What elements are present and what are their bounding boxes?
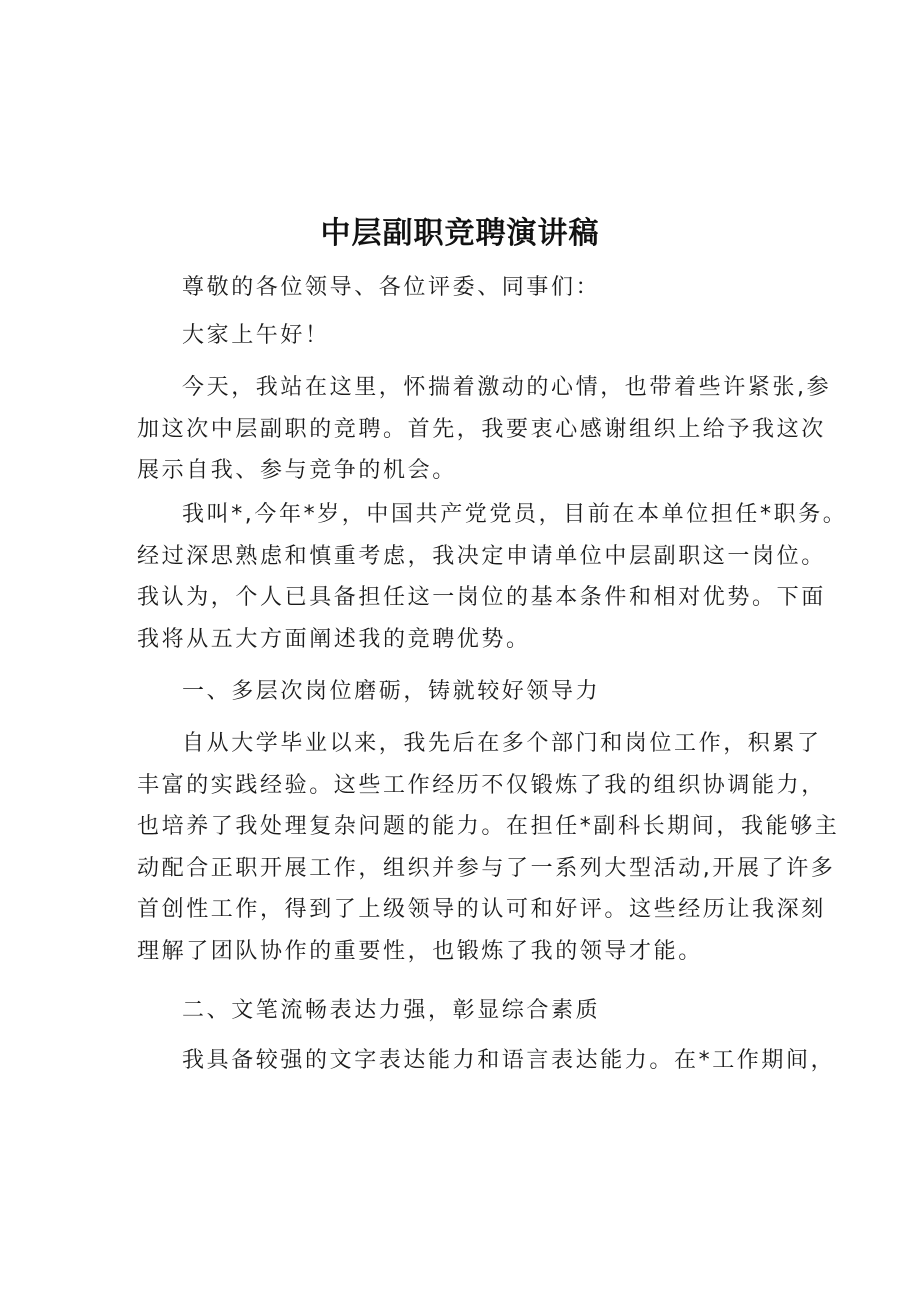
section-heading-1: 一、多层次岗位磨砺，铸就较好领导力 [182,679,601,704]
paragraph-line: 动配合正职开展工作，组织并参与了一系列大型活动,开展了许多 [137,855,836,881]
greeting: 大家上午好！ [182,323,330,348]
paragraph-line: 我认为，个人已具备担任这一岗位的基本条件和相对优势。下面 [137,585,826,610]
paragraph-line: 首创性工作，得到了上级领导的认可和好评。这些经历让我深刻 [137,897,826,922]
paragraph-intro [137,367,832,492]
paragraph-self-introduction [137,494,848,660]
paragraph-line: 也培养了我处理复杂问题的能力。在担任*副科长期间，我能够主 [137,814,840,839]
paragraph-section-2 [137,1040,836,1082]
paragraph-line: 我具备较强的文字表达能力和语言表达能力。在*工作期间， [182,1048,836,1073]
document-title: 中层副职竞聘演讲稿 [320,216,600,251]
paragraph-line: 展示自我、参与竞争的机会。 [137,458,457,483]
paragraph-line: 加这次中层副职的竞聘。首先，我要衷心感谢组织上给予我这次 [137,416,826,442]
paragraph-line: 丰富的实践经验。这些工作经历不仅锻炼了我的组织协调能力， [137,772,826,798]
paragraph-line: 今天，我站在这里，怀揣着激动的心情，也带着些许紧张,参 [182,375,832,400]
paragraph-section-1 [137,723,840,972]
paragraph-line: 经过深思熟虑和慎重考虑，我决定申请单位中层副职这一岗位。 [137,543,826,569]
paragraph-line: 理解了团队协作的重要性，也锻炼了我的领导才能。 [137,938,703,964]
paragraph-line: 自从大学毕业以来，我先后在多个部门和岗位工作，积累了 [182,731,822,756]
paragraph-line: 我将从五大方面阐述我的竞聘优势。 [137,626,531,652]
paragraph-line: 我叫*,今年*岁，中国共产党党员，目前在本单位担任*职务。 [182,502,848,527]
section-heading-2: 二、文笔流畅表达力强，彰显综合素质 [182,998,601,1023]
salutation: 尊敬的各位领导、各位评委、同事们： [182,275,601,300]
